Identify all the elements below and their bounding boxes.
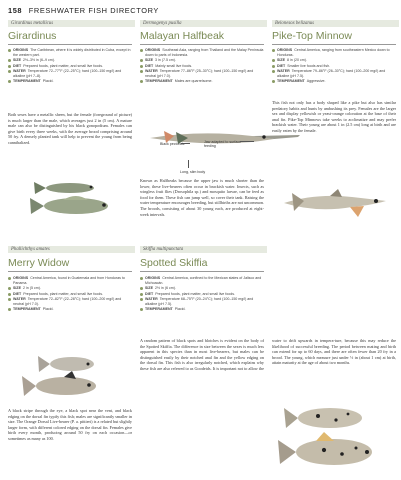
- fish-photo: [276, 155, 396, 239]
- bullet-icon: [8, 80, 11, 83]
- bullet-icon: [140, 80, 143, 83]
- bullet-icon: [8, 298, 11, 301]
- bullet-icon: [8, 308, 11, 311]
- divider: [8, 271, 132, 272]
- scientific-name: Skiffia multipunctata: [140, 246, 267, 253]
- bullet-icon: [140, 59, 143, 62]
- scientific-name: Dermogenys pusilla: [140, 20, 267, 27]
- bullet-icon: [8, 70, 11, 73]
- divider: [140, 271, 264, 272]
- scientific-name: Girardinus metallicus: [8, 20, 135, 27]
- bullet-icon: [140, 293, 143, 296]
- fish-description: Both sexes have a metallic sheen, but the female (foreground of picture) is much larger than the male, which averages just 2 in (5 cm). A mature male can also be distinguished by his black gonopodium. Females can give birth every three weeks, with the average brood comprising around 50 fry. A densely planted tank will help to prevent the young from being cannibalized.: [8, 112, 132, 145]
- divider: [272, 44, 396, 45]
- fact-list: ORIGINS The Caribbean, where it is widely distributed in Cuba, except in the western part. SIZE 2½–3½ in (6–9 cm). DIET Prepared foods, plant matter, and small live foods. WATER Temperature 72–77°F (22–25°C); hard (100–150 mg/l) and alkaline (pH 7–8). TEMPERAMENT Placid.: [8, 48, 132, 84]
- bullet-icon: [8, 287, 11, 290]
- bullet-icon: [140, 49, 143, 52]
- fish-title: Spotted Skiffia: [140, 257, 208, 269]
- fish-description: A random pattern of black spots and blotches is evident on the body of the Spotted Skiffia. The difference in size between the sexes is much less apparent in this species than in most live-bearers, but males can be distinguished easily by their notched anal fin and the yellow edging on the dorsal fin. This fish is also irregularly notched, which explains why these fish are also referred to as Goodeids. It is important not to allow the water to drift upwards in tempera-ture, because this may reduce the likelihood of successful breeding. The period between mating and birth can extend for up to 60 days, and there are often fewer than 20 fry in a brood. The young, which measure just under ½ in (about 1 cm) at birth, attain maturity at the age of about two months.: [140, 338, 396, 371]
- fish-description: Known as Halfbeaks because the upper jaw is much shorter than the lower, these live-bearers often occur in brackish water. Insects, such as wingless fruit flies (Drosophila sp.) and mosquito larvae, can be feed as food for them. These fish can jump well, so cover their tank. Raising the water temperature encourages breeding, but stillbirths are not uncommon. The broods, consisting of about 30 young each, are produced at eight-week intervals.: [140, 178, 264, 217]
- divider: [140, 44, 264, 45]
- fact-list: ORIGINS Central America, ranging from southeastern Mexico down to Honduras. SIZE 8 in (20 cm). DIET Smaller live foods and fish. WATER Temperature 79–86°F (26–30°C); hard (100–200 mg/l) and alkaline (pH 7.5). TEMPERAMENT Aggressive.: [272, 48, 396, 84]
- fish-title: Merry Widow: [8, 257, 70, 269]
- bullet-icon: [272, 70, 275, 73]
- bullet-icon: [8, 65, 11, 68]
- fish-title: Malayan Halfbeak: [140, 30, 225, 42]
- fish-photo: [18, 170, 128, 222]
- bullet-icon: [8, 59, 11, 62]
- bullet-icon: [140, 298, 143, 301]
- bullet-icon: [140, 65, 143, 68]
- bullet-icon: [272, 65, 275, 68]
- bullet-icon: [140, 287, 143, 290]
- fact-list: ORIGINS Southeast Asia, ranging from Thailand and the Malay Peninsula down to parts of Indonesia. SIZE 3 in (7.5 cm). DIET Mainly small live foods. WATER Temperature 77–86°F (25–30°C); hard (100–150 mg/l) and neutral (pH 7.0). TEMPERAMENT Males are quarrelsome.: [140, 48, 264, 84]
- callout-line: [181, 143, 190, 144]
- callout-label: Black pectorals: [160, 142, 185, 146]
- divider: [8, 44, 132, 45]
- fish-title: Pike-Top Minnow: [272, 30, 352, 42]
- callout-line: [188, 160, 189, 168]
- fish-description: A black stripe through the eye, a black spot near the vent, and black edging on the dorsal fin typify this fish; males are significantly smaller in size. The Orange Dorsal Live-bearer (P. a. pittieri) is a related but slightly larger form, with different colored edging on the dorsal fin. Females give birth every month, producing around 50 fry on each occasion—or sometimes as many as 100.: [8, 408, 132, 441]
- bullet-icon: [140, 70, 143, 73]
- fish-photo: [260, 396, 400, 476]
- bullet-icon: [140, 277, 143, 280]
- bullet-icon: [8, 277, 11, 280]
- page-number: 158: [8, 6, 23, 15]
- callout-line: [240, 141, 254, 142]
- fish-title: Girardinus: [8, 30, 57, 42]
- fact-list: ORIGINS Central America, found in Guatemala and from Honduras to Panama. SIZE 2 in (5 cm). DIET Prepared foods, plant matter, and small live foods. WATER Temperature 72–82°F (22–28°C); hard (100–200 mg/l) and neutral (pH 7.0). TEMPERAMENT Placid.: [8, 276, 132, 312]
- bullet-icon: [8, 293, 11, 296]
- callout-label: Long, slim body: [180, 170, 206, 174]
- scientific-name: Phallichthys amates: [8, 246, 135, 253]
- fish-photo: [8, 340, 132, 402]
- bullet-icon: [272, 80, 275, 83]
- section-title: FRESHWATER FISH DIRECTORY: [28, 6, 159, 15]
- callout-label: Jaw adapted to surface feeding: [204, 140, 242, 149]
- bullet-icon: [272, 59, 275, 62]
- bullet-icon: [272, 49, 275, 52]
- page-header: [8, 6, 159, 15]
- fish-description: This fish not only has a body shaped like a pike but also has similar predatory habits and hunts by ambushing its prey. Females are the larger sex and display yellowish or yeast-orange coloration at the base of their anal fin. Pike-Top Minnows take weeks to acclimatize and may prefer brackish water. Their young are about 1 in (2.5 cm) long at birth and are easily eaten by the female.: [272, 100, 396, 133]
- bullet-icon: [140, 308, 143, 311]
- fact-list: ORIGINS Central America, confined to the Mexican states of Jalisco and Michoacán. SIZE 2½ in (6 cm). DIET Prepared foods, plant matter, and small live foods. WATER Temperature 68–75°F (20–24°C); hard (100–150 mg/l) and alkaline (pH 7.5). TEMPERAMENT Placid.: [140, 276, 264, 312]
- scientific-name: Belonesox belizanus: [272, 20, 399, 27]
- bullet-icon: [8, 49, 11, 52]
